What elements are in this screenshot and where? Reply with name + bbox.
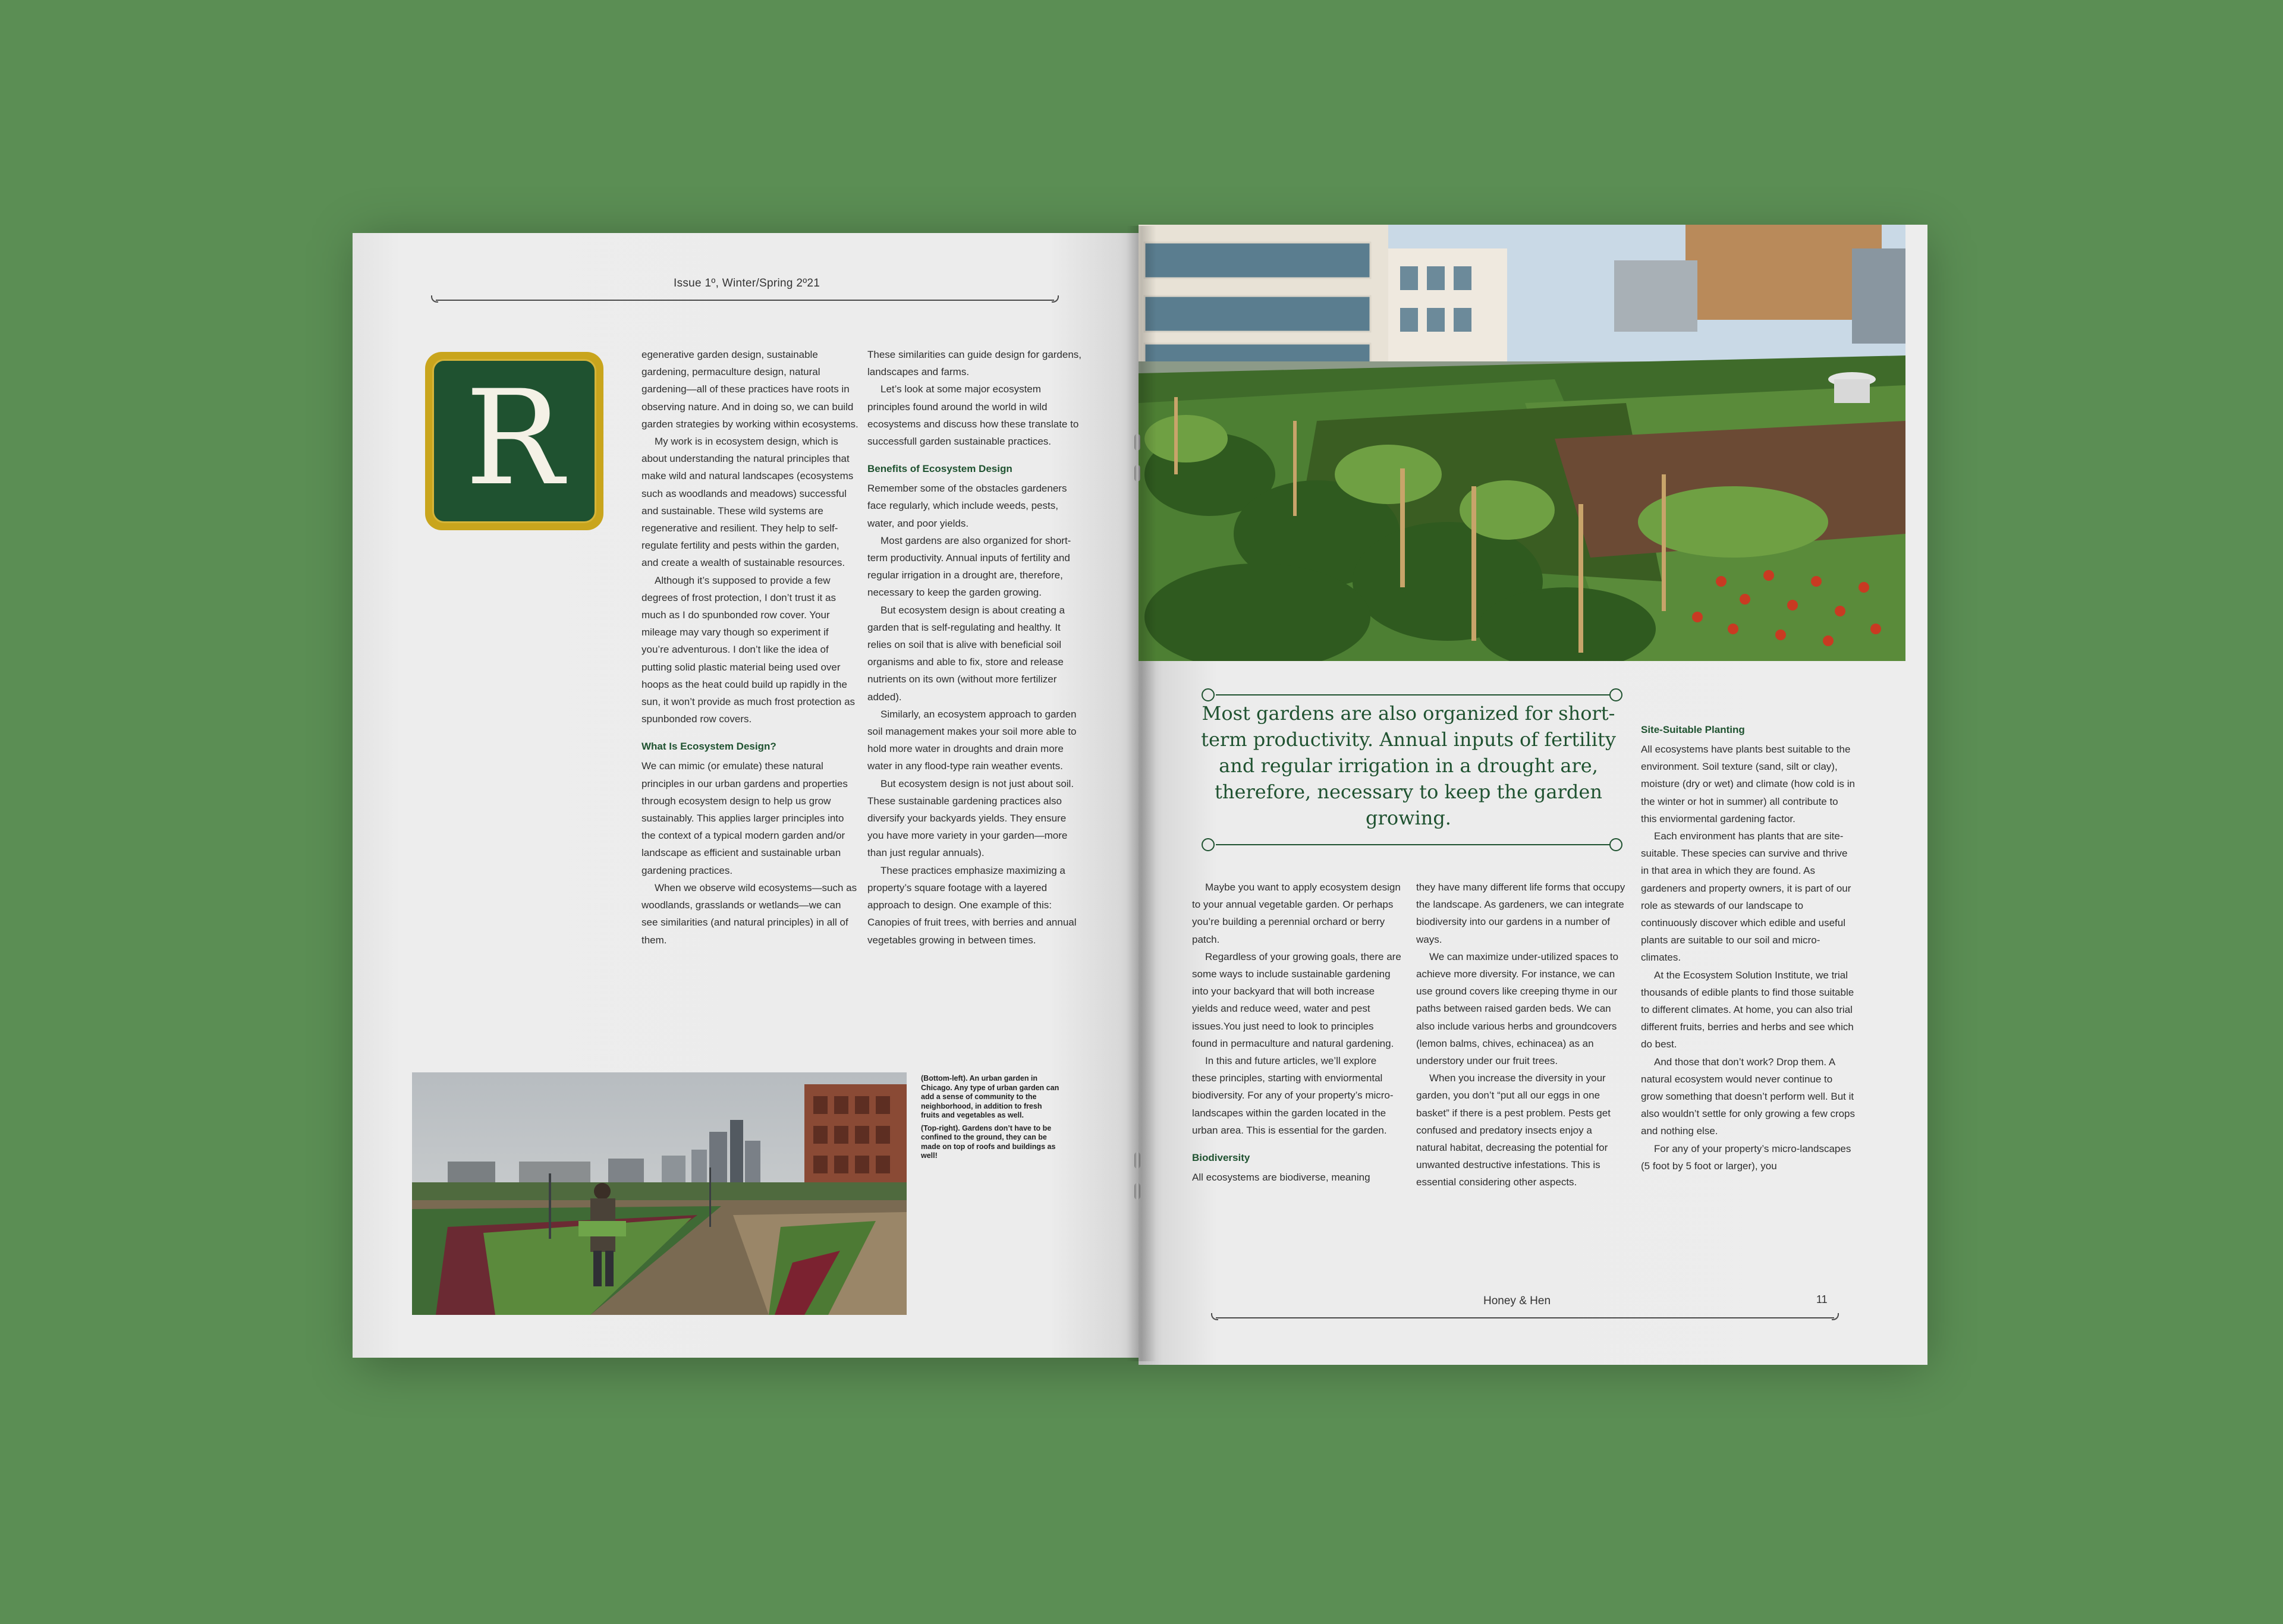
paragraph: These practices emphasize maximizing a property’s square footage with a layered approach to design. One example of this: Canopies of fruit trees, with berries and annual vegetables growing in between times.	[867, 864, 1077, 946]
paragraph: Let’s look at some major ecosystem principles found around the world in wild ecosystems and discuss how these translate to successfull garden sustainable practices.	[867, 383, 1079, 448]
drop-cap	[425, 352, 603, 530]
right-page	[1139, 225, 1927, 1365]
quote-ornament	[1609, 688, 1622, 701]
header-rule	[436, 300, 1054, 301]
paragraph: Remember some of the obstacles gardeners face regularly, which include weeds, pests, water, and poor yields.	[867, 483, 1067, 529]
right-column-3	[1641, 723, 1856, 1175]
subheading-site-suitable-planting: Site-Suitable Planting	[1641, 724, 1745, 735]
footer-rule	[1216, 1317, 1834, 1318]
paragraph: But ecosystem design is not just about soil. These sustainable gardening practices also diversify your backyards yields. They ensure you have more variety in your garden—more than just regular annuals).	[867, 778, 1074, 859]
quote-rule-bottom	[1216, 844, 1609, 845]
quote-ornament	[1202, 838, 1215, 851]
paragraph: My work is in ecosystem design, which is about understanding the natural principles that make wild and natural landscapes (ecosystems such as woodlands and meadows) successful and sustainable. These wild systems are regenerative and resilient. They help to self-regulate fertility and pests within the garden, and create a wealth of sustainable resources.	[641, 436, 854, 569]
right-column-1	[1192, 879, 1401, 1186]
paragraph: Maybe you want to apply ecosystem design to your annual vegetable garden. Or perhaps you’re building a perennial orchard or berry patch.	[1192, 882, 1401, 945]
footer-title: Honey & Hen	[1483, 1295, 1551, 1307]
caption-top-right: (Top-right). Gardens don’t have to be confined to the ground, they can be made on top of roofs and buildings as well!	[921, 1123, 1056, 1160]
paragraph: Most gardens are also organized for short-term productivity. Annual inputs of fertility and regular irrigation in a drought are, therefore, necessary to keep the garden growing.	[867, 534, 1071, 599]
subheading-what-is-ecosystem-design: What Is Ecosystem Design?	[641, 741, 776, 753]
caption-bottom-left: (Bottom-left). An urban garden in Chicago. Any type of urban garden can add a sense of community to the neighborhood, in addition to fresh fruits and vegetables as well.	[921, 1074, 1059, 1119]
paragraph: Although it’s supposed to provide a few degrees of frost protection, I don’t trust it as much as I do spunbonded row cover. Your mileage may vary though so experiment if you’re adventurous. I don’t like the idea of putting solid plastic material being used over hoops as the heat could build up rapidly in the sun, it won’t provide as much frost protection as spunbonded row covers.	[641, 574, 856, 725]
quote-ornament	[1202, 688, 1215, 701]
drop-cap-letter: R	[465, 362, 564, 514]
rooftop-garden-photo	[1139, 225, 1905, 661]
paragraph: Similarly, an ecosystem approach to garden soil management makes your soil more able to hold more water in droughts and drain more water in any flood-type rain weather events.	[867, 708, 1077, 772]
paragraph: they have many different life forms that occupy the landscape. As gardeners, we can integrate biodiversity into our gardens in a number of ways.	[1416, 882, 1625, 945]
left-page	[353, 233, 1144, 1358]
left-column-2	[867, 346, 1083, 949]
paragraph: At the Ecosystem Solution Institute, we trial thousands of edible plants to find those suitable to different climates. At home, you can also trial different fruits, berries and herbs and see which do best.	[1641, 969, 1854, 1050]
spine-gutter	[1127, 226, 1156, 1361]
paragraph: For any of your property’s micro-landscapes (5 foot by 5 foot or larger), you	[1641, 1143, 1851, 1172]
right-column-2	[1416, 879, 1625, 1191]
photo-caption	[921, 1074, 1061, 1165]
paragraph: All ecosystems have plants best suitable to the environment. Soil texture (sand, silt or clay), moisture (dry or wet) and climate (how cold is in the winter or hot in summer) all contribute to this enviormental gardening factor.	[1641, 744, 1855, 824]
staple	[1134, 465, 1140, 481]
quote-ornament	[1609, 838, 1622, 851]
subheading-biodiversity: Biodiversity	[1192, 1152, 1250, 1164]
paragraph: All ecosystems are biodiverse, meaning	[1192, 1172, 1370, 1184]
paragraph: These similarities can guide design for gardens, landscapes and farms.	[867, 349, 1082, 378]
staple	[1134, 1152, 1140, 1169]
paragraph: But ecosystem design is about creating a garden that is self-regulating and healthy. It relies on soil that is alive with beneficial soil organisms and able to fix, store and release nutrients on its own (without more fertilizer added).	[867, 604, 1065, 703]
paragraph: We can mimic (or emulate) these natural principles in our urban gardens and properties through ecosystem design to help us grow sustainably. This applies larger principles into the context of a typical modern garden and/or landscape as efficient and sustainable urban gardening practices.	[641, 760, 848, 876]
quote-rule-top	[1216, 694, 1609, 695]
staple	[1134, 1183, 1140, 1200]
urban-garden-photo	[412, 1072, 907, 1315]
subheading-benefits: Benefits of Ecosystem Design	[867, 463, 1012, 475]
paragraph: Each environment has plants that are site-suitable. These species can survive and thrive in that area in which they are found. As gardeners and property owners, it is part of our role as stewards of our landscape to continuously discover which edible and useful plants are suitable to our soil and micro-climates.	[1641, 830, 1851, 964]
paragraph: Regardless of your growing goals, there are some ways to include sustainable gardening into your backyard that will both increase yields and reduce weed, water and pest issues.You just need to look to principles found in permaculture and natural gardening.	[1192, 951, 1401, 1049]
paragraph: When you increase the diversity in your garden, you don’t “put all our eggs in one basket” if there is a pest problem. Pests get confused and predatory insects enjoy a natural habitat, decreasing the potential for unwanted destructive infestations. This is essential considering other aspects.	[1416, 1072, 1611, 1188]
paragraph: And those that don’t work? Drop them. A natural ecosystem would never continue to grow something that doesn’t perform well. But it also wouldn’t settle for only growing a few crops and nothing else.	[1641, 1056, 1856, 1137]
issue-header: Issue 1º, Winter/Spring 2º21	[674, 277, 820, 289]
paragraph: When we observe wild ecosystems—such as woodlands, grasslands or wetlands—we can see similarities (and natural principles) in all of them.	[641, 882, 857, 946]
left-column-1	[641, 346, 859, 949]
paragraph: In this and future articles, we’ll explore these principles, starting with enviormental biodiversity. For any of your property’s micro-landscapes within the garden located in the urban area. This is essential for the garden.	[1192, 1055, 1394, 1136]
paragraph: We can maximize under-utilized spaces to achieve more diversity. For instance, we can use ground covers like creeping thyme in our paths between raised garden beds. We can also include various herbs and groundcovers (lemon balms, chives, echinacea) as an understory under our fruit trees.	[1416, 951, 1619, 1067]
pull-quote: Most gardens are also organized for short-term productivity. Annual inputs of fertility and regular irrigation in a drought are, therefore, necessary to keep the garden growing.	[1201, 702, 1616, 829]
paragraph: egenerative garden design, sustainable gardening, permaculture design, natural gardening—all of these practices have roots in observing nature. And in doing so, we can build garden strategies by working within ecosystems.	[641, 349, 859, 430]
page-number: 11	[1816, 1293, 1828, 1305]
staple	[1134, 434, 1140, 451]
